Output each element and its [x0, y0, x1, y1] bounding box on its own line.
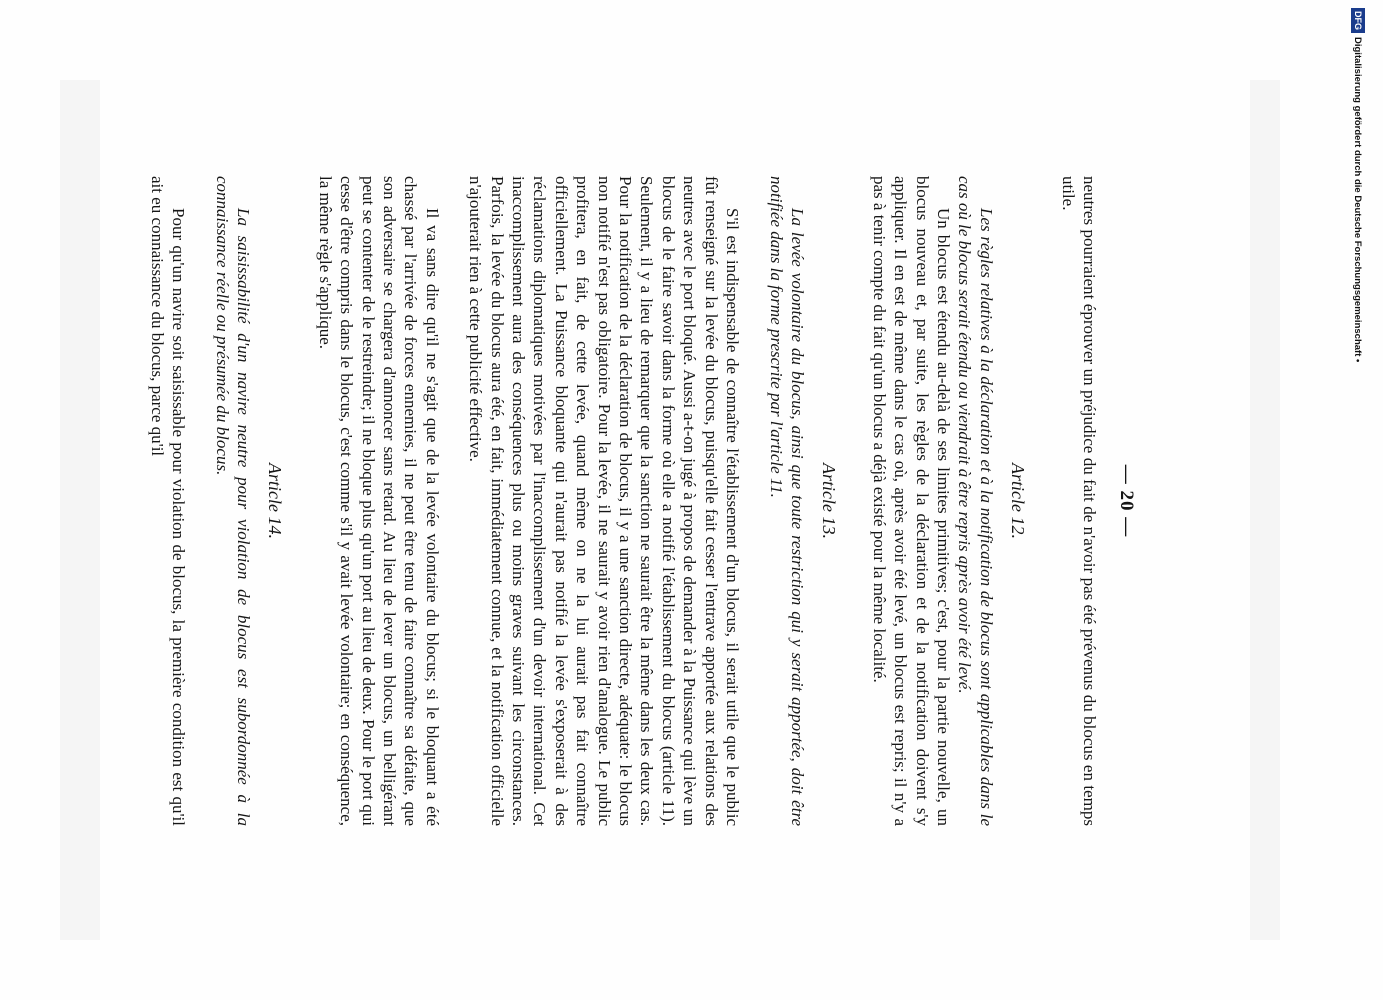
article-13-body-2: Il va sans dire qu'il ne s'agit que de la levée volontaire du blocus; si le bloquant a été chassé par l'arrivée de forces ennemies, il ne peut être tenu de faire connaître sa défaite, que son adversaire se chargera d'annoncer sans retard. Au lieu de lever un blocus, un belligérant peut se contenter de le restreindre; il ne bloque plus qu'un port au lieu de deux. Pour le port qui cesse d'être compris dans le blocus, c'est comme s'il y avait levée volontaire; en conséquence, la même règle s'applique. [315, 176, 442, 826]
scan-smudge [1250, 80, 1280, 940]
article-13-title: Article 13. [819, 463, 840, 539]
page-content [147, 176, 1137, 826]
scan-smudge [60, 80, 100, 940]
digitization-credit [1351, 8, 1365, 398]
article-12-title: Article 12. [1008, 463, 1029, 539]
paragraph-continuation: neutres pourraient éprouver un préjudice du fait de n'avoir pas été prévenus du blocus en temps utile. [1058, 176, 1099, 826]
article-12-body: Un blocus est étendu au-delà de ses limites primitives; c'est, pour la partie nouvelle, un blocus nouveau et, par suite, les règles de la déclaration et de la notification doivent s'y appliquer. Il en est de même dans le cas où, après avoir été levé, un blocus est repris; il n'y a pas à tenir compte du fait qu'un blocus a déjà existé pour la même localité. [869, 176, 953, 826]
article-14-body: Pour qu'un navire soit saisissable pour violation de blocus, la première condition est qu'il ait eu connaissance du blocus, parce qu'il [147, 176, 189, 826]
article-14-title: Article 14. [265, 463, 286, 539]
article-13-summary: La levée volontaire du blocus, ainsi que toute restriction qui y serait apportée, doit être notifiée dans la forme prescrite par l'article 11. [766, 176, 807, 826]
page-number: — 20 — [1116, 464, 1137, 538]
article-13-body-1: S'il est indispensable de connaître l'établissement d'un blocus, il serait utile que le public fût renseigné sur la levée du blocus, puisqu'elle fait cesser l'entrave apportée aux relations des neutres avec le port bloqué. Aussi a-t-on jugé à propos de demander à la Puissance qui lève un blocus de le faire savoir dans la forme où elle a notifié l'établissement du blocus (article 11). Seulement, il y a lieu de remarquer que la sanction ne saurait être la même dans les deux cas. Pour la notification de la déclaration de blocus, il y a une sanction directe, adéquate: le blocus non notifié n'est pas obligatoire. Pour la levée, il ne saurait y avoir rien d'analogue. Le public profitera, en fait, de cette levée, quand même on ne la lui aurait pas fait connaître officiellement. La Puissance bloquante qui n'aurait pas notifié la levée s'exposerait à des réclamations diplomatiques motivées par l'inaccomplissement d'un devoir international. Cet inaccomplissement aura des conséquences plus ou moins graves suivant les circonstances. Parfois, la levée du blocus aura été, en fait, immédiatement connue, et la notification officielle n'ajouterait rien à cette publicité effective. [466, 176, 743, 826]
dfg-logo-icon: DFG [1351, 8, 1365, 33]
article-14-summary: La saisissabilité d'un navire neutre pour violation de blocus est subordonnée à la connaissance réelle ou présumée du blocus. [212, 176, 253, 826]
article-12-summary: Les règles relatives à la déclaration et à la notification de blocus sont applicables dans le cas où le blocus serait étendu ou viendrait à être repris après avoir été levé. [955, 176, 996, 826]
digitization-credit-text: Digitalisierung gefördert durch die Deutsche Forschungsgemeinschaft • [1352, 37, 1363, 363]
